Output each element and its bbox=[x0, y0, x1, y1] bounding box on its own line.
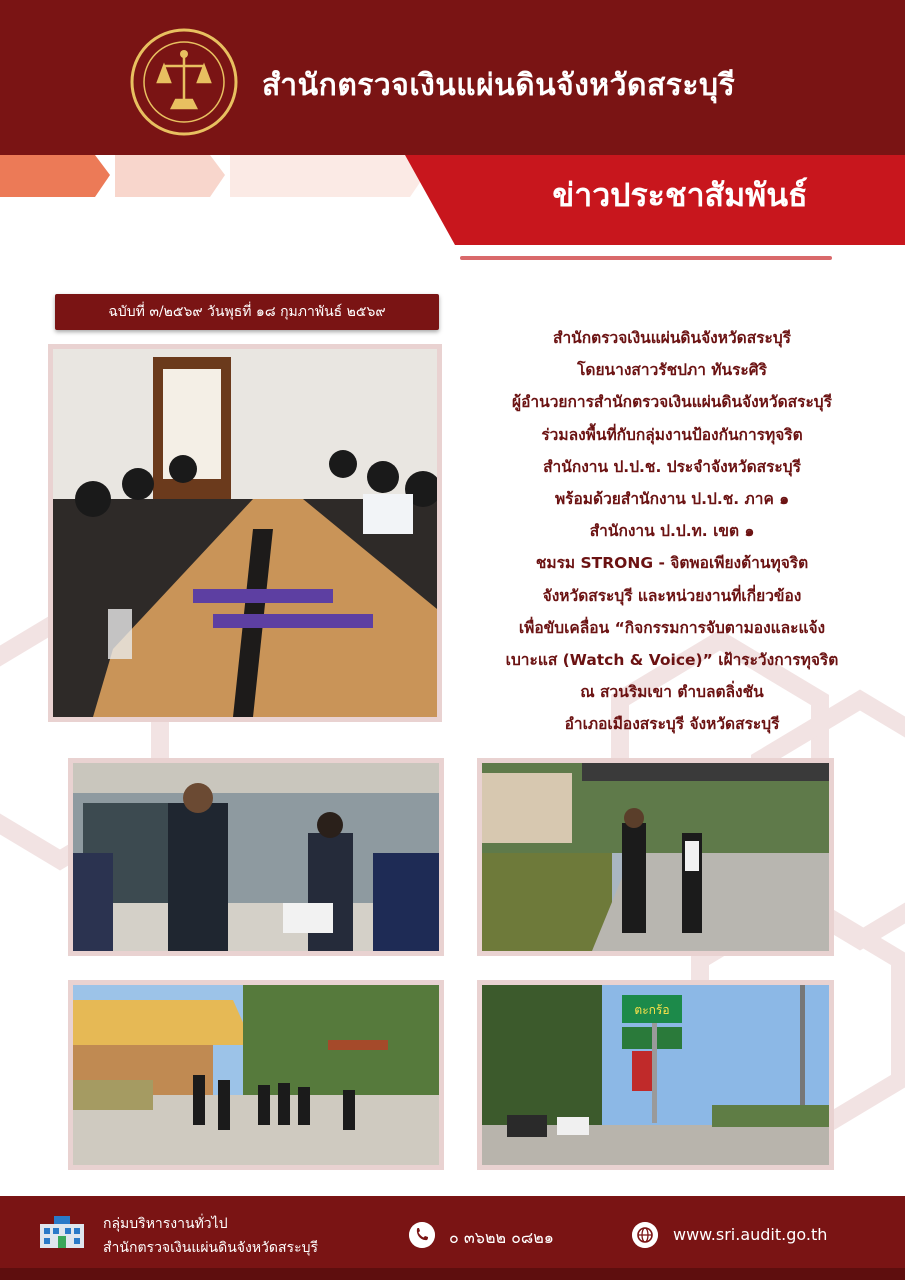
news-title: ข่าวประชาสัมพันธ์ bbox=[552, 176, 808, 214]
department-name: กลุ่มบริหารงานทั่วไป bbox=[103, 1216, 228, 1232]
sign-text: ตะกร้อ bbox=[634, 1003, 670, 1017]
issue-label bbox=[55, 294, 439, 330]
story-line: สำนักตรวจเงินแผ่นดินจังหวัดสระบุรี bbox=[552, 329, 792, 347]
seal-icon bbox=[130, 28, 238, 136]
story-line: อำเภอเมืองสระบุรี จังหวัดสระบุรี bbox=[564, 715, 780, 734]
story-line: ณ สวนริมเขา ตำบลตลิ่งชัน bbox=[580, 683, 764, 702]
story-line: สำนักงาน ป.ป.ท. เขต ๑ bbox=[589, 522, 755, 541]
story-line: จังหวัดสระบุรี และหน่วยงานที่เกี่ยวข้อง bbox=[542, 586, 802, 605]
phone-icon bbox=[409, 1222, 435, 1248]
story-text bbox=[462, 322, 882, 741]
phone-number: ๐ ๓๖๒๒ ๐๘๒๑ bbox=[449, 1228, 554, 1247]
path-inspection-photo bbox=[477, 758, 834, 956]
org-title: สำนักตรวจเงินแผ่นดินจังหวัดสระบุรี bbox=[262, 68, 736, 103]
meeting-room-photo bbox=[48, 344, 442, 722]
story-line: ร่วมลงพื้นที่กับกลุ่มงานป้องกันการทุจริต bbox=[541, 425, 803, 444]
building-icon bbox=[38, 1214, 86, 1250]
story-line: เบาะแส (Watch & Voice)” เฝ้าระวังการทุจริต bbox=[505, 651, 839, 670]
story-line: โดยนางสาวรัชปภา ทันระศิริ bbox=[577, 361, 767, 380]
story-line: ชมรม STRONG - จิตพอเพียงต้านทุจริต bbox=[535, 554, 809, 573]
story-line: ผู้อำนวยการสำนักตรวจเงินแผ่นดินจังหวัดสระบุรี bbox=[512, 393, 832, 412]
roadside-sign-photo bbox=[477, 980, 834, 1170]
officials-walking-photo bbox=[68, 758, 444, 956]
footer-strip bbox=[0, 1268, 905, 1280]
globe-icon bbox=[632, 1222, 658, 1248]
issue-text: ฉบับที่ ๓/๒๕๖๙ วันพุธที่ ๑๘ กุมภาพันธ์ ๒๕๖๙ bbox=[108, 304, 386, 320]
story-line: สำนักงาน ป.ป.ช. ประจำจังหวัดสระบุรี bbox=[543, 457, 801, 476]
story-line: พร้อมด้วยสำนักงาน ป.ป.ช. ภาค ๑ bbox=[554, 490, 790, 509]
office-name: สำนักตรวจเงินแผ่นดินจังหวัดสระบุรี bbox=[103, 1240, 318, 1256]
park-walkway-photo bbox=[68, 980, 444, 1170]
footer-department bbox=[103, 1212, 318, 1260]
website-link[interactable]: www.sri.audit.go.th bbox=[673, 1225, 828, 1244]
story-line: เพื่อขับเคลื่อน “กิจกรรมการจับตามองและแจ้ง bbox=[518, 618, 826, 637]
title-underline bbox=[460, 256, 832, 260]
